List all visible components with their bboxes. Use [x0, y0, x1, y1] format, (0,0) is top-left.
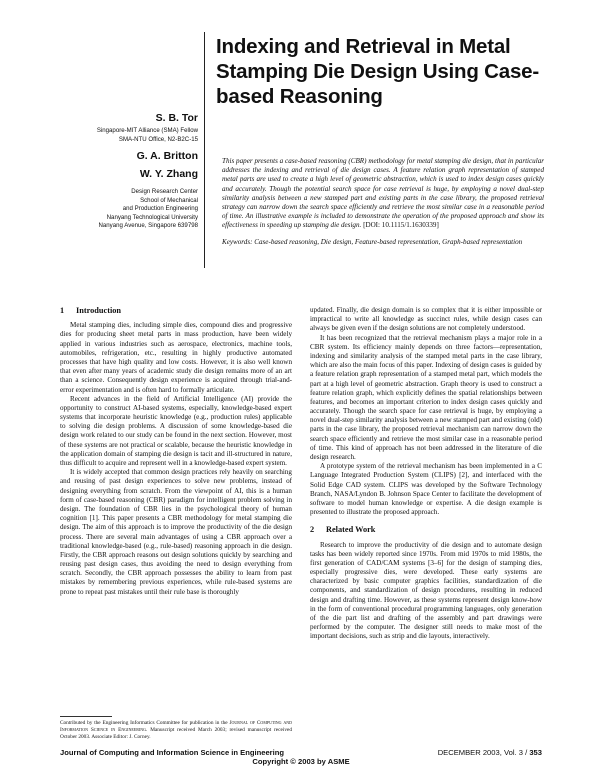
- keywords-text: Case-based reasoning, Die design, Feature-based representation, Graph-based representation: [254, 238, 523, 246]
- right-column: [310, 306, 542, 642]
- footer-issue-page: DECEMBER 2003, Vol. 3 / 353: [437, 748, 542, 757]
- affiliation-line: and Production Engineering: [122, 205, 198, 213]
- affiliation-line: School of Mechanical: [140, 196, 198, 204]
- paragraph: It is widely accepted that common design practices rely heavily on searching and reusing of past design experiences to solve new problems, instead of designing everything from scratch. From the viewpoint of AI, this is a human form of case-based reasoning (CBR) paradigm for intelligent problem solving in design. The foundation of CBR lies in the psychological theory of human cognition [1]. This paper presents a CBR methodology for metal stamping die design. The aim of this approach is to improve the productivity of the die design process. There are several main advantages of using a CBR approach over a traditional knowledge-based (e.g., rule-based) reasoning approach in die design. Firstly, the CBR approach reasons out design solutions quickly by searching and reusing past design cases, thus avoiding the need to design everything from scratch. Secondly, the CBR approach possesses the ability to learn from past mistakes by remembering previous experiences, while rule-based systems are prone to repeat past mistakes until their rule base is thoroughly: [60, 468, 292, 596]
- author-name: S. B. Tor: [155, 112, 198, 124]
- paragraph: Research to improve the productivity of die design and to automate design tasks has been widely reported since 1970s. From mid 1970s to mid 1980s, the first generation of CAD/CAM systems [3–6] for the design of stamping dies, especially progressive dies, were developed. These early systems are characterized by basic computer graphics facilities, standardization of die components, and standardization of design procedures, resulting in reduced design and drafting time. However, as these systems represent design know-how in the form of conventional procedural programming languages, only generation of the die part list and drafting of the assembly and part drawings were performed by the computer. The designer still needs to make most of the important decisions, such as strip and die layouts, interactively.: [310, 540, 542, 641]
- author-3: [60, 168, 198, 231]
- paragraph: Recent advances in the field of Artificial Intelligence (AI) provide the opportunity to construct AI-based systems, especially, knowledge-based expert systems that incorporate heuristic knowledge (e.g., production rules) applicable to solving die design problems. A discussion of some knowledge-based die design work related to our study can be found in the next section. However, most of these systems are not practical or scalable, because the heuristic knowledge in the application domain of stamping die design is tacit and ill-structured in nature, thus difficult to acquire and represent well in a knowledge-based expert system.: [60, 394, 292, 467]
- footer-bar: [60, 748, 542, 757]
- abstract-text: This paper presents a case-based reasoning (CBR) methodology for metal stamping die design, that in particular addresses the indexing and retrieval of die design cases. A feature relation graph representation of stamped metal parts are used to create a high level of geometric abstraction, which is used to index design cases quickly and accurately. Though the potential search space for case retrieval is huge, by employing a novel dual-step similarity analysis between a new stamped part and existing parts in the case library, the proposed retrieval strategy can narrow down the search space efficiently and retrieve the most similar case in a reasonable period of time. An illustrative example is included to demonstrate the operation of the proposed approach and show its effectiveness in speeding up stamping die design.: [222, 157, 544, 230]
- author-1: [60, 112, 198, 144]
- affiliation-line: Nanyang Technological University: [106, 213, 198, 221]
- author-name: G. A. Britton: [136, 150, 198, 162]
- left-column: [60, 306, 292, 597]
- author-2: [60, 150, 198, 162]
- footer-copyright: Copyright © 2003 by ASME: [252, 757, 350, 766]
- doi[interactable]: [DOI: 10.1115/1.1630339]: [363, 221, 439, 230]
- affiliation-line: SMA-NTU Office, N2-B2C-15: [118, 135, 198, 143]
- section-heading-introduction: 1 Introduction: [60, 306, 122, 315]
- section-heading-related-work: 2 Related Work: [310, 525, 376, 535]
- keywords-label: Keywords:: [222, 238, 253, 246]
- paragraph: Metal stamping dies, including simple dies, compound dies and progressive dies for producing sheet metal parts in mass production, have been widely applied in various industries such as aerospace, electronics, machine tools, automobiles, refrigeration, etc., resulting in highly productive automated processes that have high quality and low costs. However, it is also well known that even after many years of academic study die design remains more of an art than a science. Consequently design experience is acquired through trial-and-error experimentation and is often hard to formally articulate.: [60, 321, 292, 394]
- affiliation-line: Nanyang Avenue, Singapore 639798: [98, 222, 198, 230]
- author-name: W. Y. Zhang: [139, 168, 198, 180]
- abstract: [222, 157, 544, 231]
- affiliation-line: Singapore-MIT Alliance (SMA) Fellow: [96, 127, 198, 134]
- footer-journal: Journal of Computing and Information Science in Engineering: [60, 748, 285, 757]
- paragraph: updated. Finally, die design domain is so complex that it is either impossible or impractical to write all knowledge as succinct rules, while design cases can always be given even if the design solutions are not completely understood.: [310, 306, 542, 333]
- title-divider: [204, 32, 205, 268]
- affiliation-line: Design Research Center: [131, 188, 198, 195]
- paragraph: A prototype system of the retrieval mechanism has been implemented in a C Language Integrated Production System (CLIPS) [2], and interfaced with the Solid Edge CAD system. CLIPS was developed by the Software Technology Branch, NASA/Lyndon B. Johnson Space Center to facilitate the development of software to model human knowledge or expertise. A die design example is presented to illustrate the proposed approach.: [310, 462, 542, 517]
- keywords: [222, 238, 544, 247]
- paper-title: Indexing and Retrieval in Metal Stamping Die Design Using Case-based Reasoning: [216, 35, 540, 108]
- footnote: Contributed by the Engineering Informatics Committee for publication in the Journal of Computing and Information Science in Engineering. Manuscript received March 2003; revised manuscript received October 2003. Associate Editor: J. Corney.: [60, 720, 293, 740]
- footnote-separator: [60, 716, 112, 717]
- paragraph: It has been recognized that the retrieval mechanism plays a major role in a CBR system. Its efficiency mainly depends on three factors—representation, indexing and similarity analysis of the stamped metal parts in the case library, which are also the main focus of this paper. Indexing of design cases is guided by a feature relation graph representation of a stamped metal part, which models the part at a high level of geometric abstraction. Graph theory is used to construct a feature relation graph, which explicitly defines the spatial relationships between features, and becomes an important criterion to index design cases quickly and accurately. Though the search space for case retrieval is huge, by employing a novel dual-step similarity analysis between a new stamped part and existing (old) parts in the case library, the proposed retrieval mechanism can narrow down the search space efficiently and retrieve the most similar case in a reasonable period of time. This kind of approach has not been addressed in the literature of die design research.: [310, 333, 542, 461]
